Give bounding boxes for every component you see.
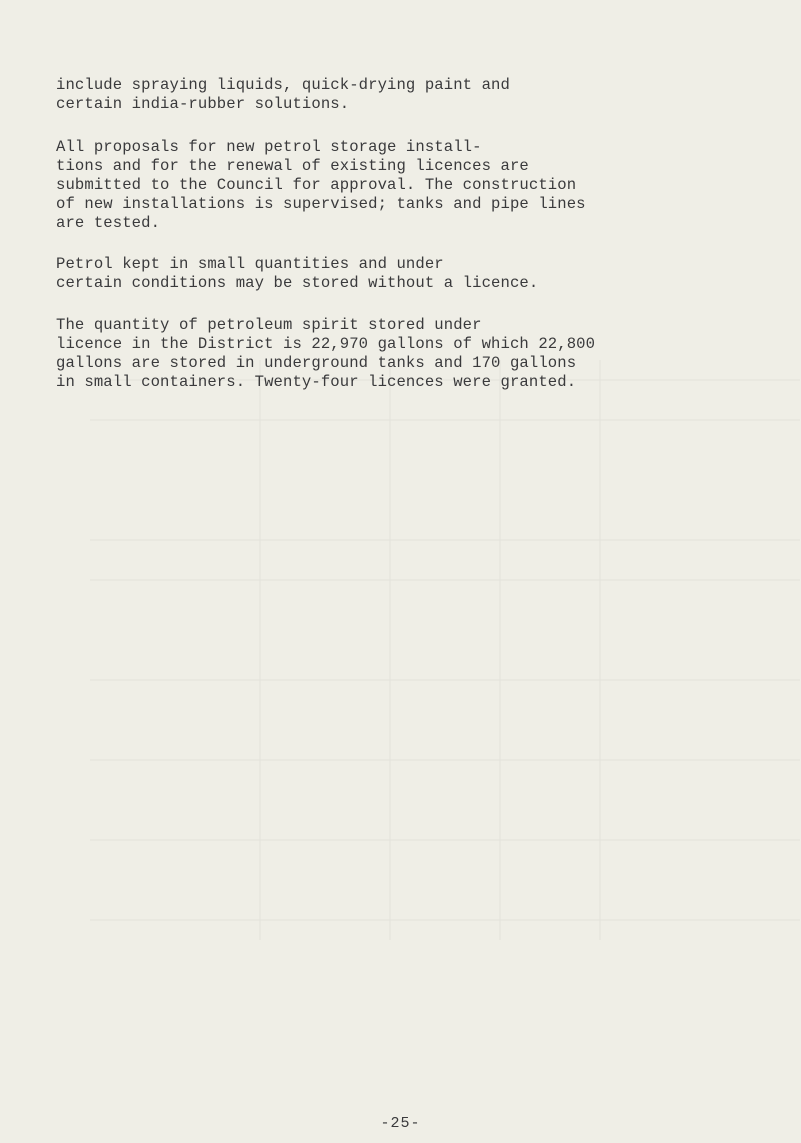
document-body bbox=[56, 76, 756, 392]
paragraph-small-quantities: Petrol kept in small quantities and under certain conditions may be stored without a licence. bbox=[56, 255, 539, 292]
page-number: -25- bbox=[380, 1115, 421, 1132]
paragraph-solutions: include spraying liquids, quick-drying paint and certain india-rubber solutions. bbox=[56, 76, 510, 113]
paragraph-petroleum-quantity: The quantity of petroleum spirit stored under licence in the District is 22,970 gallons of which 22,800 gallons are stored in underground tanks and 170 gallons in small containers. Twenty-four licences were granted. bbox=[56, 316, 596, 391]
paragraph-storage-installations: All proposals for new petrol storage install- tions and for the renewal of existing licences are submitted to the Council for approval. The construction of new installations is supervised; tanks and pipe lines are tested. bbox=[56, 138, 586, 232]
